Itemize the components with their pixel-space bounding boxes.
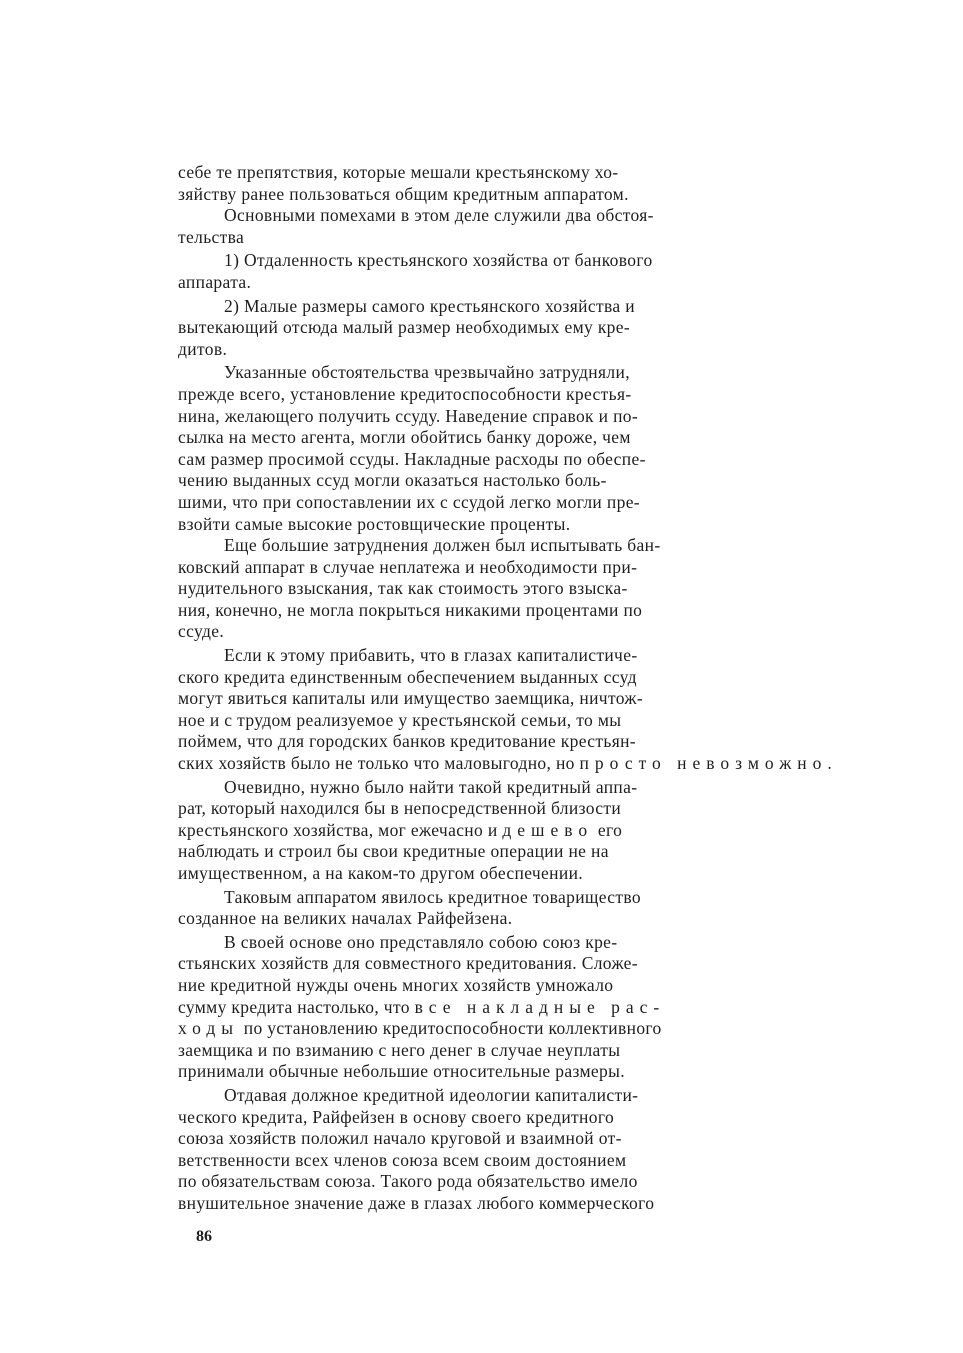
text-line: созданное на великих началах Райфейзена.: [178, 908, 513, 929]
text-line: [178, 1018, 794, 1040]
text-line: сам размер просимой ссуды. Накладные расходы по обеспе-: [178, 448, 646, 469]
page-number: 86: [196, 1228, 212, 1245]
text-line: [178, 820, 794, 842]
text-line: наблюдать и строил бы свои кредитные операции не на: [178, 841, 609, 862]
text-line: взойти самые высокие ростовщические проценты.: [178, 513, 571, 534]
text-line: Еще большие затруднения должен был испытывать бан-: [224, 535, 661, 556]
text-line: прежде всего, установление кредитоспособности крестья-: [178, 383, 632, 404]
text-line: ческого кредита, Райфейзен в основу своего кредитного: [178, 1106, 615, 1127]
text-line: себе те препятствия, которые мешали крестьянскому хо-: [178, 162, 619, 182]
text-line: Таковым аппаратом явилось кредитное товарищество: [224, 886, 642, 907]
text-line: ние кредитной нужды очень многих хозяйств умножало: [178, 974, 614, 995]
text-line: нудительного взыскания, так как стоимость этого взыска-: [178, 578, 628, 599]
text-span: сумму кредита настолько, что: [178, 996, 410, 1017]
text-line: В своей основе оно представляло собою союз кре-: [224, 931, 618, 952]
text-line: поймем, что для городских банков кредитование крестьян-: [178, 731, 636, 752]
text-line: тельства: [178, 226, 245, 247]
text-line: шими, что при сопоставлении их с ссудой легко могли пре-: [178, 491, 640, 512]
text-line: Основными помехами в этом деле служили два обстоя-: [224, 205, 654, 226]
spaced-text: ходы: [178, 1018, 239, 1039]
text-span: ских хозяйств было не только что маловыгодно, но: [178, 753, 575, 774]
text-line: [178, 997, 794, 1019]
text-line: ния, конечно, не могла покрыться никакими процентами по: [178, 599, 643, 620]
text-line: ского кредита единственным обеспечением выданных ссуд: [178, 666, 637, 687]
text-line: 2) Малые размеры самого крестьянского хозяйства и: [224, 295, 635, 316]
text-line: Очевидно, нужно было найти такой кредитный аппа-: [224, 776, 638, 797]
text-line: по обязательствам союза. Такого рода обязательство имело: [178, 1171, 638, 1192]
text-line: союза хозяйств положил начало круговой и взаимной от-: [178, 1128, 622, 1149]
text-line: вытекающий отсюда малый размер необходимых ему кре-: [178, 317, 631, 338]
spaced-text: дешево: [502, 819, 594, 840]
page-text: [178, 162, 838, 1215]
text-line: заемщика и по взиманию с него денег в случае неуплаты: [178, 1039, 621, 1060]
text-line: зяйству ранее пользоваться общим кредитным аппаратом.: [178, 183, 629, 204]
text-line: аппарата.: [178, 271, 252, 292]
spaced-text: все накладные рас-: [414, 996, 666, 1017]
spaced-text: просто невозможно.: [579, 753, 838, 774]
text-span: по установлению кредитоспособности коллективного: [243, 1018, 662, 1039]
text-line: сылка на место агента, могли обойтись банку дороже, чем: [178, 427, 631, 448]
text-line: могут явиться капиталы или имущество заемщика, ничтож-: [178, 688, 644, 709]
text-line: Отдавая должное кредитной идеологии капиталисти-: [224, 1084, 639, 1105]
text-line: стьянских хозяйств для совместного кредитования. Сложе-: [178, 953, 638, 974]
text-line: нина, желающего получить ссуду. Наведение справок и по-: [178, 405, 639, 426]
text-line: Указанные обстоятельства чрезвычайно затрудняли,: [224, 362, 630, 383]
text-line: рат, который находился бы в непосредственной близости: [178, 798, 622, 819]
text-line: ветственности всех членов союза всем своим достоянием: [178, 1149, 627, 1170]
text-line: внушительное значение даже в глазах любого коммерческого: [178, 1192, 655, 1213]
text-span: его: [597, 819, 623, 840]
text-line: имущественном, а на каком-то другом обеспечении.: [178, 863, 584, 883]
text-line: ссуде.: [178, 621, 225, 642]
text-span: крестьянского хозяйства, мог ежечасно и: [178, 819, 498, 840]
text-line: ное и с трудом реализуемое у крестьянской семьи, то мы: [178, 709, 622, 730]
text-line: дитов.: [178, 338, 228, 359]
text-line: Если к этому прибавить, что в глазах капиталистиче-: [224, 645, 638, 666]
text-line: ковский аппарат в случае неплатежа и необходимости при-: [178, 556, 638, 577]
text-line: принимали обычные небольшие относительные размеры.: [178, 1061, 625, 1082]
text-line: [178, 753, 838, 775]
text-line: 1) Отдаленность крестьянского хозяйства от банкового: [224, 250, 653, 271]
text-line: чению выданных ссуд могли оказаться настолько боль-: [178, 470, 607, 491]
